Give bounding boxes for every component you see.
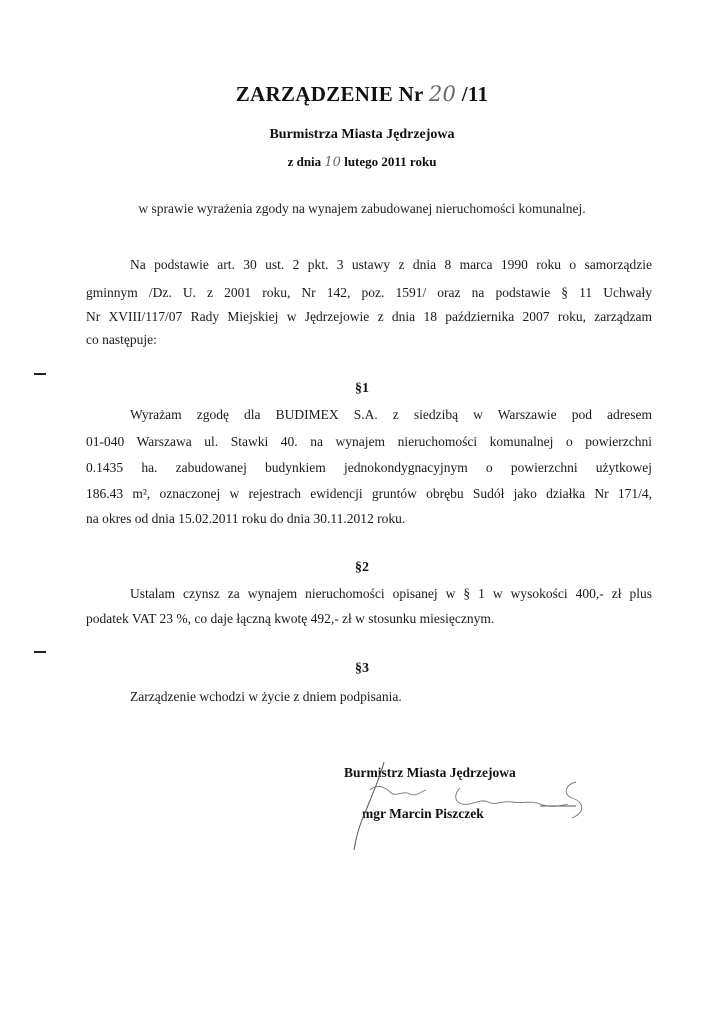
handwritten-day: 10 [324, 155, 341, 170]
title-suffix: /11 [456, 82, 489, 106]
handwritten-number: 20 [428, 82, 457, 106]
section-heading: §3 [355, 661, 369, 676]
margin-mark [34, 651, 46, 653]
section-heading: §1 [355, 381, 369, 396]
section-line: Wyrażam zgodę dla BUDIMEX S.A. z siedzibą w Warszawie pod adresem [130, 407, 652, 422]
title-prefix: ZARZĄDZENIE Nr [235, 82, 429, 106]
preamble-line: gminnym /Dz. U. z 2001 roku, Nr 142, poz. 1591/ oraz na podstawie § 11 Uchwały [86, 285, 652, 300]
issuer-line: Burmistrza Miasta Jędrzejowa [269, 127, 455, 142]
preamble-line: Na podstawie art. 30 ust. 2 pkt. 3 ustawy z dnia 8 marca 1990 roku o samorządzie [130, 257, 652, 272]
handwritten-signature [340, 760, 610, 860]
section-line: 0.1435 ha. zabudowanej budynkiem jednokondygnacyjnym o powierzchni użytkowej [86, 460, 652, 475]
section-line: na okres od dnia 15.02.2011 roku do dnia 30.11.2012 roku. [86, 511, 406, 526]
section-heading: §2 [355, 560, 369, 575]
subject-line: w sprawie wyrażenia zgody na wynajem zabudowanej nieruchomości komunalnej. [138, 201, 586, 216]
date-line [0, 154, 724, 170]
date-prefix: z dnia [287, 154, 325, 169]
signature-title: Burmistrz Miasta Jędrzejowa [344, 765, 516, 780]
document-title [0, 82, 724, 107]
section-line: Ustalam czynsz za wynajem nieruchomości opisanej w § 1 w wysokości 400,- zł plus [130, 586, 652, 601]
section-line: 01-040 Warszawa ul. Stawki 40. na wynajem nieruchomości komunalnej o powierzchni [86, 434, 652, 449]
preamble-line: co następuje: [86, 332, 157, 347]
signature-name: mgr Marcin Piszczek [362, 806, 484, 821]
section-line: Zarządzenie wchodzi w życie z dniem podpisania. [130, 689, 402, 704]
preamble-line: Nr XVIII/117/07 Rady Miejskiej w Jędrzejowie z dnia 18 października 2007 roku, zarządzam [86, 309, 652, 324]
margin-mark [34, 373, 46, 375]
section-line: podatek VAT 23 %, co daje łączną kwotę 492,- zł w stosunku miesięcznym. [86, 611, 495, 626]
date-suffix: lutego 2011 roku [340, 154, 437, 169]
section-line: 186.43 m², oznaczonej w rejestrach ewidencji gruntów obrębu Sudół jako działka Nr 171/4, [86, 486, 652, 501]
